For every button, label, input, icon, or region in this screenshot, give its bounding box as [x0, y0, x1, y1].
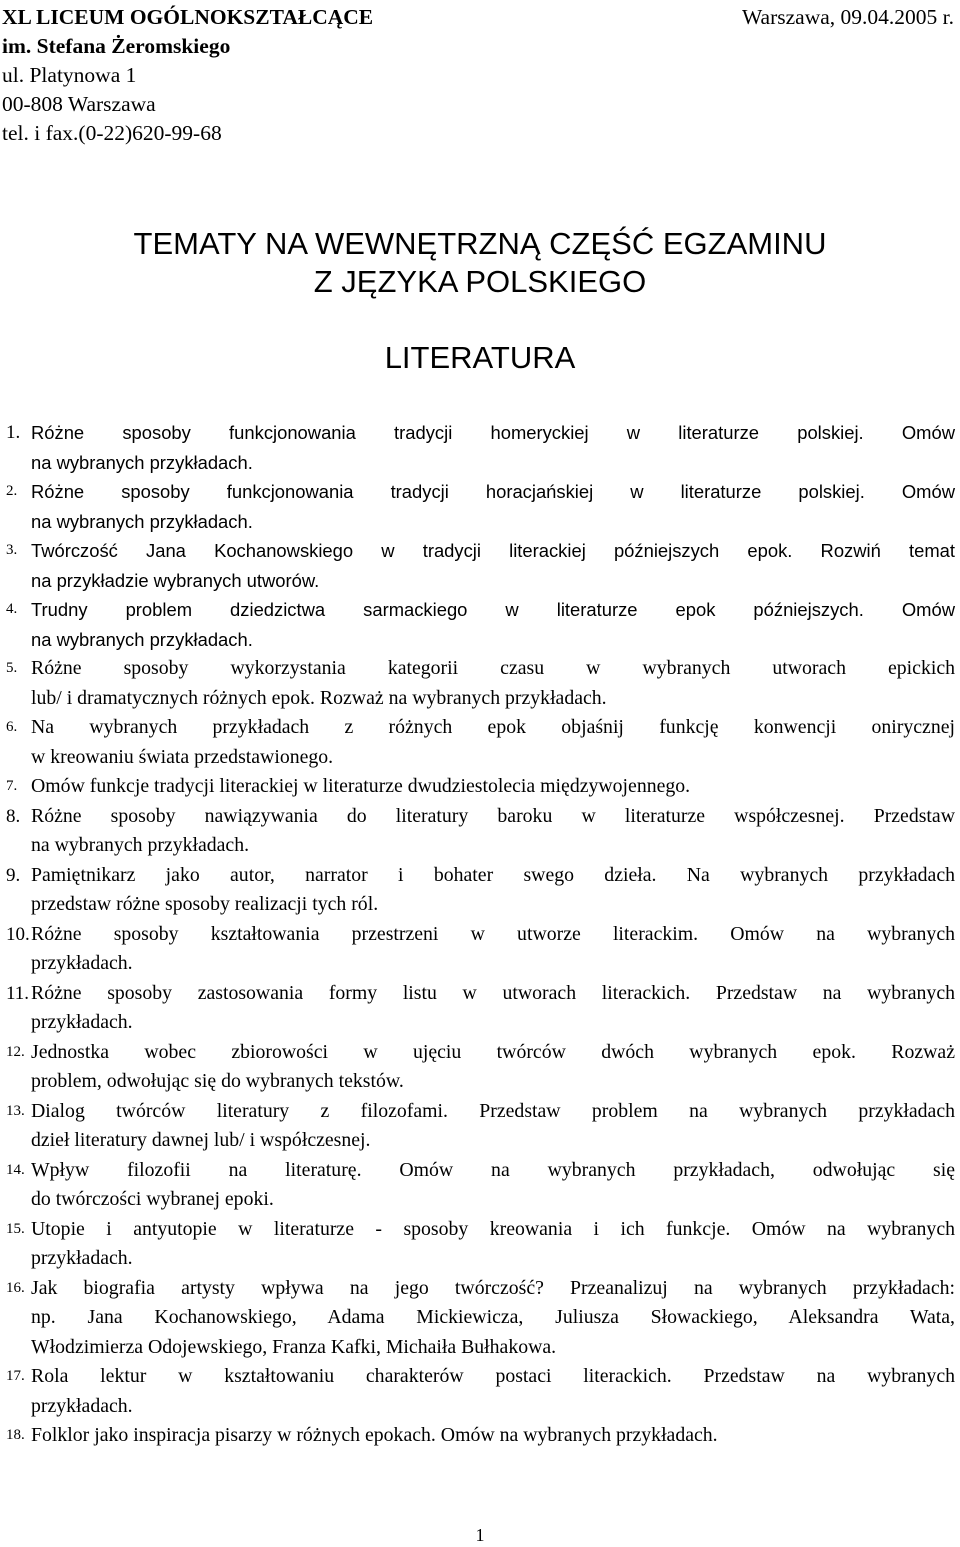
list-item-number: 15.: [6, 1220, 25, 1237]
list-item-text: Pamiętnikarz jako autor, narrator i bohater swego dzieła. Na wybranych przykładach: [31, 863, 955, 886]
list-item-number: 9.: [6, 864, 21, 886]
document-title-line-2: Z JĘZYKA POLSKIEGO: [313, 264, 647, 299]
list-item-text: przedstaw różne sposoby realizacji tych ról.: [31, 893, 379, 915]
list-item-text: Różne sposoby zastosowania formy listu w utworach literackich. Przedstaw na wybranych: [31, 981, 955, 1004]
list-item-number: 17.: [6, 1368, 25, 1384]
list-item-number: 1.: [6, 422, 21, 443]
document-date: Warszawa, 09.04.2005 r.: [741, 5, 954, 29]
list-item-number: 2.: [6, 483, 18, 499]
list-item-text: Na wybranych przykładach z różnych epok objaśnij funkcję konwencji onirycznej: [31, 716, 955, 738]
list-item-text: Jak biografia artysty wpływa na jego twórczość? Przeanalizuj na wybranych przykładach:: [31, 1276, 955, 1299]
list-item-number: 8.: [6, 805, 21, 827]
list-item-number: 7.: [6, 778, 18, 794]
list-item-number: 14.: [6, 1161, 25, 1178]
list-item-text: Różne sposoby nawiązywania do literatury baroku w literaturze współczesnej. Przedstaw: [31, 804, 955, 827]
list-item-text: Rola lektur w kształtowaniu charakterów postaci literackich. Przedstaw na wybranych: [31, 1365, 955, 1387]
school-phone: tel. i fax.(0-22)620-99-68: [2, 121, 222, 145]
school-city: 00-808 Warszawa: [2, 92, 156, 116]
list-item-text: na wybranych przykładach.: [31, 628, 253, 650]
list-item-text: przykładach.: [31, 1011, 133, 1033]
list-item-text: Jednostka wobec zbiorowości w ujęciu twórców dwóch wybranych epok. Rozważ: [31, 1040, 955, 1063]
list-item-number: 10.: [6, 923, 30, 945]
list-item-text: Wpływ filozofii na literaturę. Omów na wybranych przykładach, odwołując się: [31, 1158, 955, 1181]
list-item-text: lub/ i dramatycznych różnych epok. Rozważ na wybranych przykładach.: [31, 686, 607, 709]
list-item-text: Trudny problem dziedzictwa sarmackiego w literaturze epok późniejszych. Omów: [31, 599, 955, 620]
list-item-text: na przykładzie wybranych utworów.: [31, 569, 320, 591]
list-item-number: 11.: [6, 982, 30, 1004]
school-name: XL LICEUM OGÓLNOKSZTAŁCĄCE: [2, 5, 374, 29]
list-item-text: np. Jana Kochanowskiego, Adama Mickiewicza, Juliusza Słowackiego, Aleksandra Wata,: [31, 1306, 955, 1328]
list-item-text: Utopie i antyutopie w literaturze - sposoby kreowania i ich funkcje. Omów na wybranych: [31, 1217, 955, 1240]
list-item-text: Różne sposoby wykorzystania kategorii czasu w wybranych utworach epickich: [31, 657, 955, 679]
section-heading: LITERATURA: [384, 340, 576, 375]
school-patron: im. Stefana Żeromskiego: [2, 34, 231, 58]
list-item-text: Omów funkcje tradycji literackiej w literaturze dwudziestolecia międzywojennego.: [31, 775, 691, 797]
list-item-text: Różne sposoby funkcjonowania tradycji horacjańskiej w literaturze polskiej. Omów: [31, 481, 955, 502]
list-item-number: 16.: [6, 1279, 25, 1296]
list-item-text: na wybranych przykładach.: [31, 834, 250, 856]
document-title-line-1: TEMATY NA WEWNĘTRZNĄ CZĘŚĆ EGZAMINU: [133, 226, 827, 261]
school-address-block: [2, 3, 373, 148]
list-item-number: 6.: [6, 719, 18, 735]
list-item-text: Włodzimierza Odojewskiego, Franza Kafki, Michaiła Bułhakowa.: [31, 1335, 557, 1358]
list-item-text: przykładach.: [31, 1394, 133, 1417]
list-item-text: do twórczości wybranej epoki.: [31, 1188, 274, 1210]
school-street: ul. Platynowa 1: [2, 63, 137, 87]
list-item-number: 12.: [6, 1043, 25, 1060]
list-item-text: przykładach.: [31, 952, 133, 974]
list-item-text: problem, odwołując się do wybranych tekstów.: [31, 1070, 404, 1092]
list-item-text: na wybranych przykładach.: [31, 451, 253, 473]
list-item-text: Różne sposoby funkcjonowania tradycji homeryckiej w literaturze polskiej. Omów: [31, 422, 955, 443]
list-item-number: 13.: [6, 1102, 25, 1119]
list-item-number: 18.: [6, 1427, 25, 1443]
list-item-text: w kreowaniu świata przedstawionego.: [31, 745, 334, 768]
page-number: 1: [475, 1525, 485, 1545]
list-item-number: 4.: [6, 601, 18, 617]
list-item-text: dzieł literatury dawnej lub/ i współczesnej.: [31, 1129, 371, 1151]
list-item-number: 3.: [6, 542, 18, 558]
list-item-text: przykładach.: [31, 1247, 133, 1269]
list-item-number: 5.: [6, 660, 18, 676]
list-item-text: Folklor jako inspiracja pisarzy w różnych epokach. Omów na wybranych przykładach.: [31, 1424, 718, 1446]
list-item-text: Twórczość Jana Kochanowskiego w tradycji literackiej późniejszych epok. Rozwiń temat: [31, 540, 955, 561]
list-item-text: na wybranych przykładach.: [31, 510, 253, 532]
list-item-text: Dialog twórców literatury z filozofami. Przedstaw problem na wybranych przykładach: [31, 1099, 955, 1122]
list-item-text: Różne sposoby kształtowania przestrzeni w utworze literackim. Omów na wybranych: [31, 922, 955, 945]
